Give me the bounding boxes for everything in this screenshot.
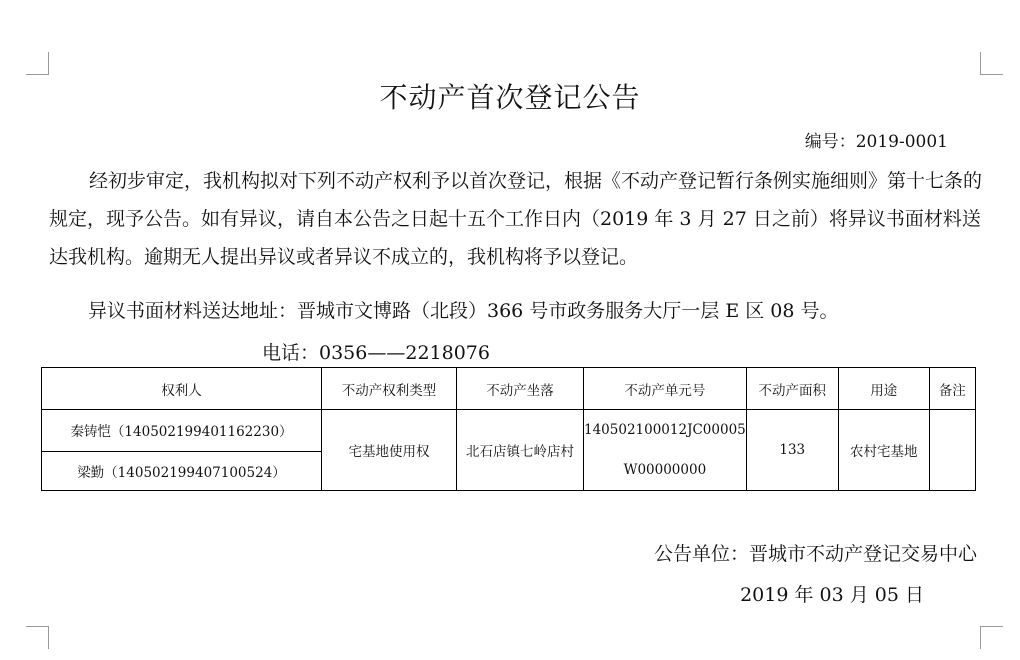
header-right-type: 不动产权利类型 (322, 368, 457, 410)
unit-no-line-1: 140502100012JC00005 (584, 422, 746, 438)
owner-cell-2: 梁勤（140502199407100524） (42, 451, 322, 491)
header-usage: 用途 (838, 368, 929, 410)
page-corner-mark-bottom-right (980, 626, 1003, 649)
right-type-cell: 宅基地使用权 (322, 410, 457, 491)
header-owner: 权利人 (42, 368, 322, 410)
contact-phone: 电话：0356——2218076 (262, 342, 490, 364)
unit-no-line-2: W00000000 (623, 462, 707, 478)
area-cell: 133 (746, 410, 838, 491)
notice-title: 不动产首次登记公告 (379, 81, 641, 114)
usage-cell: 农村宅基地 (838, 410, 929, 491)
owner-cell-1: 秦铸恺（140502199401162230） (42, 410, 322, 452)
header-remark: 备注 (929, 368, 975, 410)
objection-address: 异议书面材料送达地址：晋城市文博路（北段）366 号市政务服务大厅一层 E 区 08 号。 (88, 300, 839, 322)
page-corner-mark-bottom-left (26, 626, 49, 649)
document-number (805, 127, 948, 152)
registration-table (41, 367, 976, 491)
publisher-line: 公告单位：晋城市不动产登记交易中心 (653, 543, 977, 565)
page-corner-mark-top-left (26, 52, 49, 75)
location-cell: 北石店镇七岭店村 (457, 410, 584, 491)
document-number-label: 编号： (804, 132, 856, 152)
header-area: 不动产面积 (746, 368, 838, 410)
document-number-value: 2019-0001 (855, 132, 948, 152)
page-corner-mark-top-right (980, 52, 1003, 75)
table-row (42, 410, 976, 452)
header-unit-no: 不动产单元号 (584, 368, 747, 410)
notice-body: 经初步审定，我机构拟对下列不动产权利予以首次登记，根据《不动产登记暂行条例实施细则》第十七条的规定，现予公告。如有异议，请自本公告之日起十五个工作日内（2019 年 3 月 27 日之前）将异议书面材料送达我机构。逾期无人提出异议或者异议不成立的，我机构将予以登记。 (49, 170, 983, 268)
unit-no-cell (584, 410, 747, 491)
remark-cell (929, 410, 975, 491)
table-header-row (42, 368, 976, 410)
publish-date: 2019 年 03 月 05 日 (740, 584, 924, 606)
header-location: 不动产坐落 (457, 368, 584, 410)
